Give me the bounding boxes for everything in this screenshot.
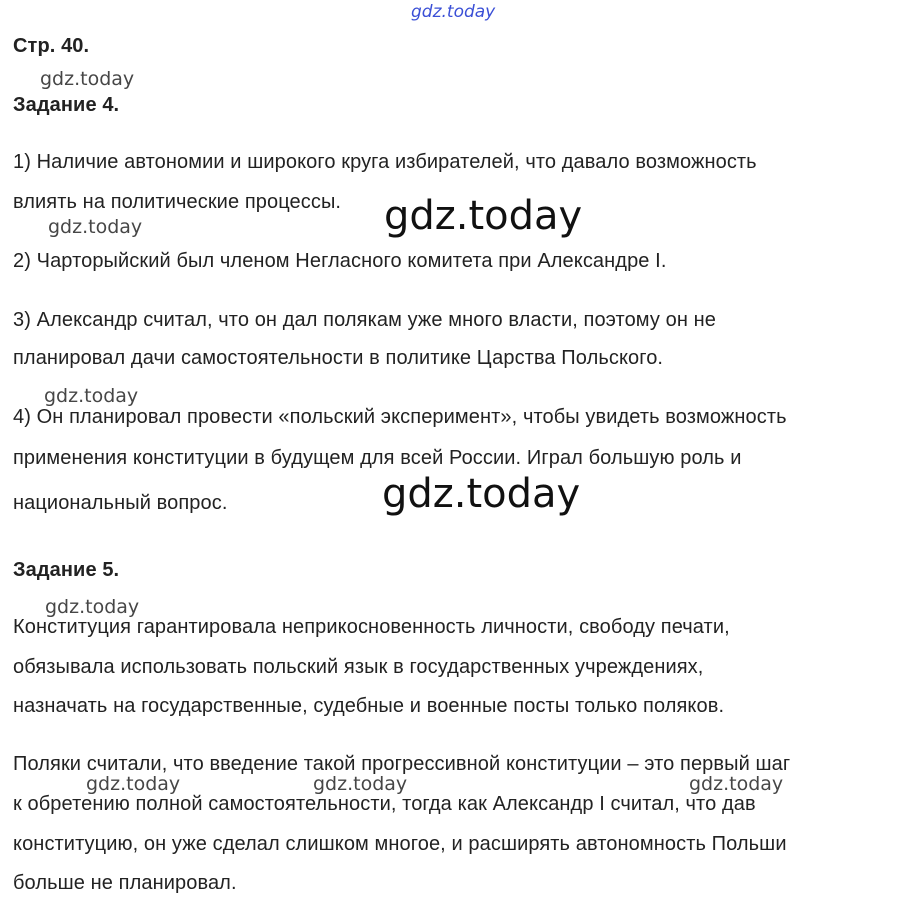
- watermark: gdz.today: [44, 385, 139, 407]
- page-label: Стр. 40.: [13, 35, 90, 57]
- task5-line: назначать на государственные, судебные и военные посты только поляков.: [13, 695, 725, 717]
- watermark: gdz.today: [45, 596, 140, 618]
- watermark: gdz.today: [313, 773, 408, 795]
- watermark: gdz.today: [689, 773, 784, 795]
- task4-line: применения конституции в будущем для всей России. Играл большую роль и: [13, 447, 742, 469]
- task5-line: Конституция гарантировала неприкосновенность личности, свободу печати,: [13, 616, 730, 638]
- task4-line: 2) Чарторыйский был членом Негласного комитета при Александре I.: [13, 250, 667, 272]
- task4-line: национальный вопрос.: [13, 492, 228, 514]
- task5-line: к обретению полной самостоятельности, тогда как Александр I считал, что дав: [13, 793, 756, 815]
- watermark-large: gdz.today: [384, 193, 583, 239]
- task4-line: влиять на политические процессы.: [13, 191, 342, 213]
- task5-line: обязывала использовать польский язык в государственных учреждениях,: [13, 656, 704, 678]
- task4-line: 1) Наличие автономии и широкого круга избирателей, что давало возможность: [13, 151, 757, 173]
- task5-line: Поляки считали, что введение такой прогрессивной конституции – это первый шаг: [13, 753, 791, 775]
- watermark: gdz.today: [40, 68, 135, 90]
- watermark: gdz.today: [48, 216, 143, 238]
- task5-line: конституцию, он уже сделал слишком многое, и расширять автономность Польши: [13, 833, 787, 855]
- task5-line: больше не планировал.: [13, 872, 237, 894]
- task5-heading: Задание 5.: [13, 559, 120, 581]
- task4-line: 3) Александр считал, что он дал полякам уже много власти, поэтому он не: [13, 309, 717, 331]
- task4-heading: Задание 4.: [13, 94, 120, 116]
- task4-line: планировал дачи самостоятельности в политике Царства Польского.: [13, 347, 664, 369]
- watermark-large: gdz.today: [382, 471, 581, 517]
- watermark-top: gdz.today: [411, 2, 496, 22]
- watermark: gdz.today: [86, 773, 181, 795]
- task4-line: 4) Он планировал провести «польский эксперимент», чтобы увидеть возможность: [13, 406, 787, 428]
